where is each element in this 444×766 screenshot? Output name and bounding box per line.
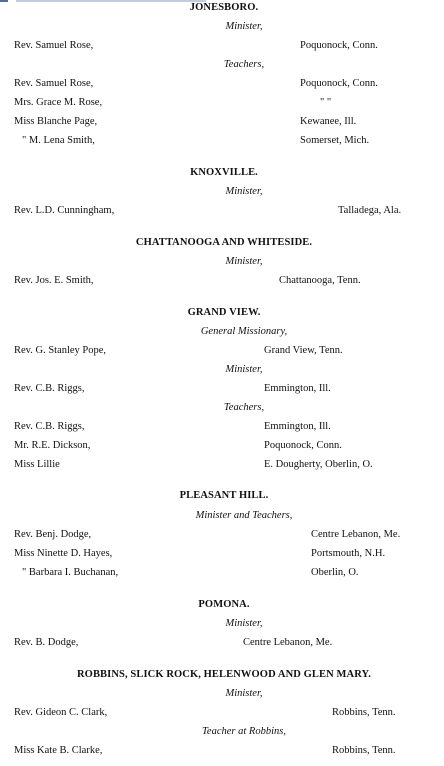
person-name: Rev. G. Stanley Pope, bbox=[14, 345, 107, 356]
person-name: Rev. B. Dodge, bbox=[14, 637, 79, 648]
section-heading: GRAND VIEW. bbox=[187, 307, 261, 318]
person-place: Centre Lebanon, Me. bbox=[311, 529, 401, 540]
person-place: Oberlin, O. bbox=[311, 567, 359, 578]
person-name: Mrs. Grace M. Rose, bbox=[14, 97, 103, 108]
person-name: Rev. Gideon C. Clark, bbox=[14, 707, 108, 718]
person-name: Rev. Jos. E. Smith, bbox=[14, 275, 94, 286]
person-place: E. Dougherty, Oberlin, O. bbox=[264, 459, 373, 470]
role-label: General Missionary, bbox=[200, 326, 288, 337]
person-name: Rev. C.B. Riggs, bbox=[14, 421, 85, 432]
person-name: Rev. L.D. Cunningham, bbox=[14, 205, 115, 216]
section-heading: JONESBORO. bbox=[189, 2, 259, 13]
person-place: Poquonock, Conn. bbox=[264, 440, 342, 451]
role-label: Teachers, bbox=[223, 402, 265, 413]
person-place: Portsmouth, N.H. bbox=[311, 548, 386, 559]
person-place: Centre Lebanon, Me. bbox=[243, 637, 333, 648]
role-label: Minister, bbox=[225, 256, 263, 267]
section-heading: POMONA. bbox=[198, 599, 250, 610]
role-label: Teachers, bbox=[223, 59, 265, 70]
person-place: Somerset, Mich. bbox=[300, 135, 370, 146]
person-name: Rev. Samuel Rose, bbox=[14, 40, 94, 51]
section-heading: ROBBINS, SLICK ROCK, HELENWOOD AND GLEN MARY. bbox=[77, 669, 371, 680]
person-name: Miss Kate B. Clarke, bbox=[14, 745, 103, 756]
role-label: Minister, bbox=[225, 186, 263, 197]
person-place: " " bbox=[320, 97, 332, 108]
section-heading: PLEASANT HILL. bbox=[179, 490, 269, 501]
role-label: Teacher at Robbins, bbox=[202, 726, 286, 737]
person-place: Robbins, Tenn. bbox=[332, 707, 396, 718]
role-label: Minister, bbox=[225, 688, 263, 699]
role-label: Minister, bbox=[225, 364, 263, 375]
person-name: Rev. Benj. Dodge, bbox=[14, 529, 92, 540]
person-name: Miss Ninette D. Hayes, bbox=[14, 548, 113, 559]
person-place: Talladega, Ala. bbox=[338, 205, 402, 216]
person-place: Poquonock, Conn. bbox=[300, 40, 378, 51]
section-heading: KNOXVILLE. bbox=[190, 167, 258, 178]
person-name: Mr. R.E. Dickson, bbox=[14, 440, 91, 451]
person-name: Miss Lillie bbox=[14, 459, 60, 470]
person-name: Miss Blanche Page, bbox=[14, 116, 98, 127]
role-label: Minister, bbox=[225, 21, 263, 32]
person-name: Rev. Samuel Rose, bbox=[14, 78, 94, 89]
section-heading: CHATTANOOGA AND WHITESIDE. bbox=[135, 237, 313, 248]
person-place: Emmington, Ill. bbox=[264, 421, 331, 432]
person-place: Poquonock, Conn. bbox=[300, 78, 378, 89]
person-place: Kewanee, Ill. bbox=[300, 116, 357, 127]
person-name: Rev. C.B. Riggs, bbox=[14, 383, 85, 394]
person-place: Robbins, Tenn. bbox=[332, 745, 396, 756]
role-label: Minister, bbox=[225, 618, 263, 629]
role-label: Minister and Teachers, bbox=[195, 510, 293, 521]
person-name: " Barbara I. Buchanan, bbox=[22, 567, 119, 578]
person-place: Emmington, Ill. bbox=[264, 383, 331, 394]
person-place: Grand View, Tenn. bbox=[264, 345, 343, 356]
person-name: " M. Lena Smith, bbox=[22, 135, 95, 146]
person-place: Chattanooga, Tenn. bbox=[279, 275, 361, 286]
